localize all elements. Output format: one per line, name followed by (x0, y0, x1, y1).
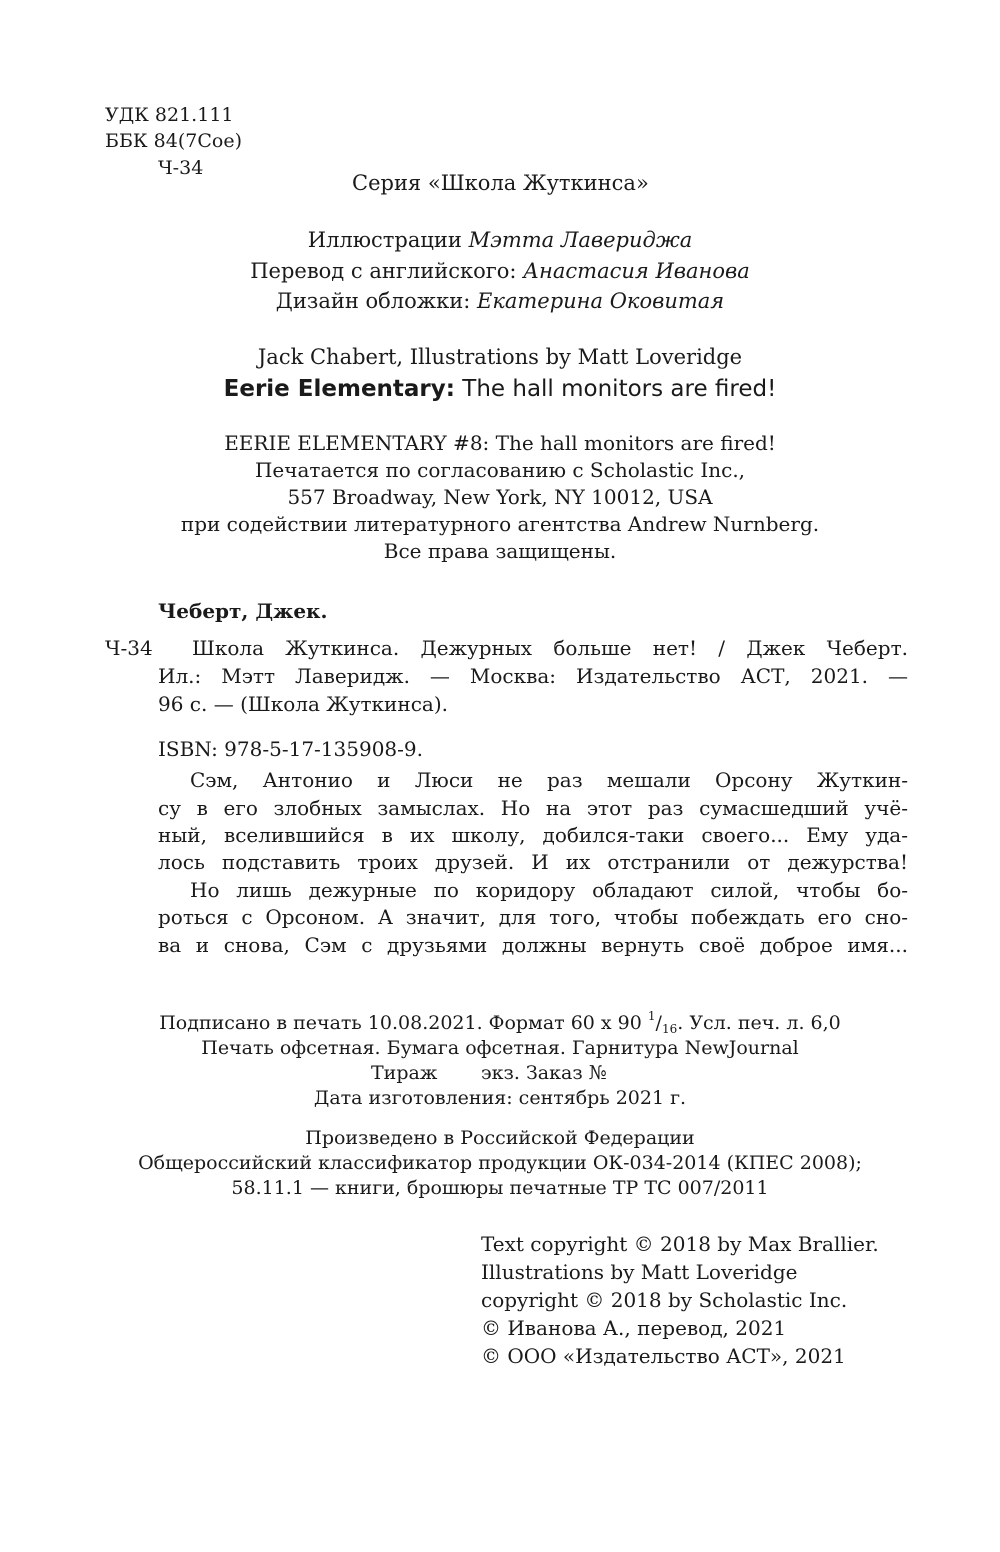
credit-cover-design (0, 289, 1000, 313)
original-title-rest: The hall monitors are fired! (462, 376, 777, 402)
production-line: Произведено в Российской Федерации (305, 1127, 695, 1149)
credit-person: Мэтта Лавериджа (468, 228, 693, 252)
rights-line: 557 Broadway, New York, NY 10012, USA (287, 485, 713, 509)
isbn: ISBN: 978-5-17-135908-9. (158, 737, 423, 761)
annotation-line: Сэм, Антонио и Люси не раз мешали Орсону Жуткин- (190, 768, 908, 792)
credit-role: Дизайн обложки: (275, 289, 471, 313)
credit-person: Анастасия Иванова (523, 259, 750, 283)
imprint-format-rest: . Усл. печ. л. 6,0 (677, 1012, 841, 1034)
original-title-bold: Eerie Elementary: (223, 376, 455, 402)
copyright-line: Text copyright © 2018 by Max Brallier. (481, 1232, 879, 1256)
copyright-line: copyright © 2018 by Scholastic Inc. (481, 1288, 848, 1312)
credit-role: Перевод с английского: (250, 259, 517, 283)
annotation-line: ный, вселившийся в их школу, добился-таки своего... Ему уда- (158, 823, 908, 847)
rights-line: Печатается по согласованию с Scholastic Inc., (254, 458, 746, 482)
annotation-line: Но лишь дежурные по коридору обладают силой, чтобы бо- (190, 878, 908, 902)
copyright-line: Illustrations by Matt Loveridge (481, 1260, 798, 1284)
imprint-run-label: Тираж (371, 1062, 438, 1084)
author-mark: Ч-34 (158, 157, 204, 179)
imprint-print: Печать офсетная. Бумага офсетная. Гарнитура NewJournal (201, 1037, 799, 1059)
rights-line: при содействии литературного агентства Andrew Nurnberg. (180, 512, 820, 536)
credit-person: Екатерина Оковитая (476, 289, 725, 313)
credit-illustrations (0, 228, 1000, 252)
catalog-line: Ил.: Мэтт Лаверидж. — Москва: Издательство АСТ, 2021. — (158, 664, 908, 688)
copyright-line: © ООО «Издательство АСТ», 2021 (481, 1344, 846, 1368)
rights-line: Все права защищены. (383, 539, 617, 563)
imprint-format: Подписано в печать 10.08.2021. Формат 60 x 90 $^1/_{16}$. Усл. печ. л. 6,0 (159, 1009, 841, 1036)
copyright-line: © Иванова А., перевод, 2021 (481, 1316, 787, 1340)
production-line: 58.11.1 — книги, брошюры печатные ТР ТС 007/2011 (231, 1177, 769, 1199)
bbk-code: ББК 84(7Сое) (105, 130, 242, 152)
rights-line: EERIE ELEMENTARY #8: The hall monitors are fired! (224, 431, 776, 455)
catalog-author: Чеберт, Джек. (158, 599, 328, 623)
original-authors: Jack Chabert, Illustrations by Matt Loveridge (257, 345, 743, 369)
annotation-line: роться с Орсоном. А значит, для того, чтобы побеждать его сно- (158, 905, 908, 929)
catalog-line: Школа Жуткинса. Дежурных больше нет! / Джек Чеберт. (192, 636, 908, 660)
catalog-code: Ч-34 (105, 636, 153, 660)
credit-translation (0, 259, 1000, 283)
annotation-line: су в его злобных замыслах. Но на этот раз сумасшедший учё- (158, 796, 908, 820)
format-fraction-denominator: 16 (661, 1022, 678, 1036)
annotation-line: лось подставить троих друзей. И их отстранили от дежурства! (158, 850, 908, 874)
format-fraction-numerator: 1 (647, 1009, 656, 1023)
original-title (0, 376, 1000, 402)
annotation-line: ва и снова, Сэм с друзьями должны вернуть своё доброе имя... (158, 933, 908, 957)
series-line: Серия «Школа Жуткинса» (352, 171, 649, 195)
production-line: Общероссийский классификатор продукции ОК-034-2014 (КПЕС 2008); (138, 1152, 862, 1174)
imprint-date: Дата изготовления: сентябрь 2021 г. (313, 1087, 687, 1109)
imprint-order: экз. Заказ № (481, 1062, 607, 1084)
catalog-line: 96 с. — (Школа Жуткинса). (158, 692, 448, 716)
imprint-format-text: Подписано в печать 10.08.2021. Формат 60 x 90 (159, 1012, 642, 1034)
udk-code: УДК 821.111 (105, 104, 234, 126)
credit-role: Иллюстрации (307, 228, 462, 252)
